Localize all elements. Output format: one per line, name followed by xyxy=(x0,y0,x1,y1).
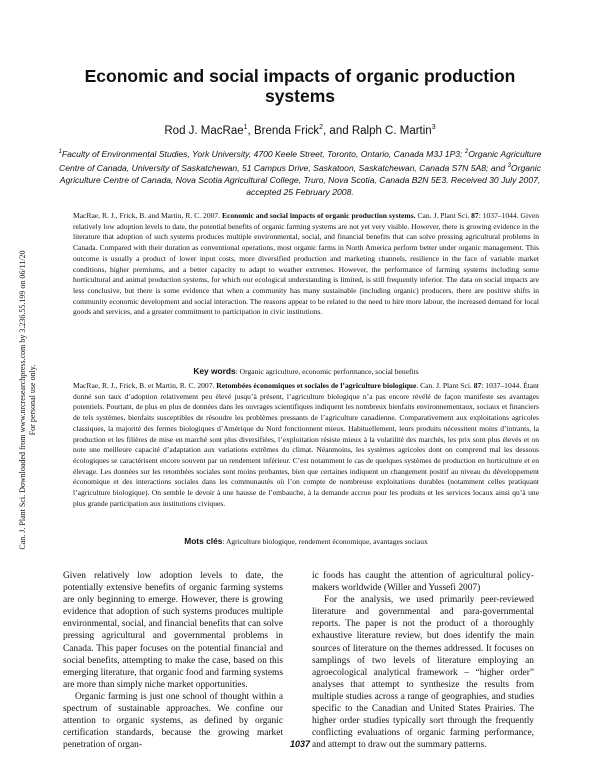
keywords-english xyxy=(73,366,539,376)
download-notice-text xyxy=(18,180,38,620)
paper-title-line1: Economic and social impacts of organic production xyxy=(84,66,516,86)
affiliation-text: Organic Agriculture Centre of Canada, Nova Scotia Agricultural College, Truro, Nova Scotia, Canada B2N 5E3. Received 30 July 2007, accepted 25 February 2008. xyxy=(59,162,541,198)
keywords-text: : Organic agriculture, economic performance, social benefits xyxy=(235,367,419,376)
paper-title xyxy=(60,66,540,106)
abstract-french xyxy=(73,381,539,509)
body-paragraph: For the analysis, we used primarily peer-reviewed literature and governmental and para-governmental reports. The paper is not the product of a thoroughly exhaustive literature review, but does identify the main sources of literature on the themes addressed. It focuses on samplings of two levels of literature employing an agroecological analytical framework – “higher order” analyses that attempt to synthesize the results from multiple studies across a range of geographies, and studies specific to the Canadian and United States Prairies. The higher order studies typically sort through the frequently conflicting evaluations of organic farming performance, and attempt to draw out the summary patterns. xyxy=(312,595,534,751)
abstract-citation: MacRae, R. J., Frick, B. et Martin, R. C. 2007. xyxy=(73,381,217,390)
affiliation-marker: 1 xyxy=(58,149,62,155)
paper-title-line2: systems xyxy=(264,86,336,106)
body-paragraph: ic foods has caught the attention of agricultural policy-makers worldwide (Willer and Yussefi 2007) xyxy=(312,571,534,594)
author-affiliation-marker: 1 xyxy=(243,124,248,131)
affiliation-marker: 3 xyxy=(507,163,511,170)
abstract-body: : 1037–1044. Étant donné son taux d’adoption relativement peu élevé jusqu’à présent, l’agriculture biologique n’a pas encore révélé de façon manifeste ses avantages potentiels. Pourtant, de plus en plus de données dans les ouvrages scientifiques indiquent les nombreux bienfaits environnementaux, sociaux et financiers de tels systèmes, bienfaits susceptibles de résoudre les problèmes pressants de l’agriculture canadienne. Comparativement aux exploitations agricoles classiques, la majorité des fermes biologiques d’Amérique du Nord fonctionnent mieux. Habituellement, leurs produits nécessitent moins d’intrants, la production et les filières de mise en marché sont plus diversifiées, l’exploitation résiste mieux à la volatilité des marchés, les prix sont plus élevés et on note une meilleure capacité d’adaptation aux variations extrêmes du climat. Néanmoins, les systèmes agricoles dont on comprend mal les dessous écologiques se caractérisent encore souvent par un rendement inférieur. C’est notamment le cas de quelques systèmes de production en horticulture et en élevage. Les données sur les retombées sociales sont moins probantes, bien que certaines indiquent un changement positif au niveau du développement économique et des interactions sociales dans les communautés où l’on compte de nombreuse exploitations durables (notamment celles pratiquant l’agriculture biologique). On semble le devoir à une hausse de l’embauche, à la demande accrue pour les produits et les services locaux ainsi qu’à une plus grande participation aux institutions civiques. xyxy=(73,381,539,508)
author-affiliation-marker: 3 xyxy=(431,124,436,131)
abstract-journal: . Can. J. Plant Sci. xyxy=(416,381,474,390)
author-name: Rod J. MacRae xyxy=(164,124,244,137)
download-notice xyxy=(10,180,46,620)
body-column-left xyxy=(63,570,283,751)
affiliations xyxy=(58,146,542,199)
body-paragraph: Organic farming is just one school of thought within a spectrum of sustainable approaches. We confine our attention to organic systems, as defined by organic certification standards, because the growing market penetration of organ- xyxy=(63,691,283,751)
body-paragraph: Given relatively low adoption levels to date, the potentially extensive benefits of organic farming systems are only beginning to emerge. However, there is growing evidence that adoption of such systems produces multiple environmental, social, and financial benefits that can solve pressing agricultural and governmental problems in Canada. This paper focuses on the potential financial and social benefits, attempting to make the case, based on this emerging literature, that organic food and farming systems are more than simply niche market opportunities. xyxy=(63,571,283,690)
author-name: Ralph C. Martin xyxy=(351,124,432,137)
abstract-citation: MacRae, R. J., Frick, B. and Martin, R. C. 2007. xyxy=(73,211,222,220)
affiliation-marker: 2 xyxy=(464,149,469,155)
author-name: Brenda Frick xyxy=(253,124,320,137)
abstract-title: Economic and social impacts of organic production systems. xyxy=(221,211,416,220)
abstract-volume: 87 xyxy=(473,381,482,390)
abstract-body: : 1037–1044. Given relatively low adoption levels to date, the potential benefits of organic farming systems are not yet very visible. However, there is growing evidence in the literature that adoption of such systems produces multiple environmental, social, and financial benefits that can solve pressing agricultural problems in Canada. Compared with their duration as conventional operations, most organic farms in North America perform better under organic management. This outcome is usually a product of lower input costs, more diversified production and marketing channels, resilience in the face of variable market conditions, higher premiums, and a better capacity to adapt to weather extremes. However, the performance of farming systems including some horticultural and animal production systems, for which our ecological understanding is limited, is still frequently inferior. The data on social impacts are less conclusive, but there is some evidence that when a community has many sustainable (including organic) producers, there are positive shifts in community economic development and social interaction. The reasons appear to be related to the need to hire more labour, the increased demand for local goods and services, and a greater commitment to participation in civic institutions. xyxy=(73,211,539,317)
abstract-volume: 87 xyxy=(471,211,479,220)
abstract-title: Retombées économiques et sociales de l’agriculture biologique xyxy=(216,381,417,390)
keywords-text: : Agriculture biologique, rendement économique, avantages sociaux xyxy=(222,537,428,546)
page-number: 1037 xyxy=(289,739,311,749)
affiliation-text: Organic Agriculture Centre of Canada, University of Saskatchewan, 51 Campus Drive, Saskatoon, Saskatchewan, Canada S7N 5A8; and xyxy=(59,148,542,173)
author-affiliation-marker: 2 xyxy=(319,124,324,131)
author-separator: , xyxy=(247,124,254,137)
download-notice-line2: For personal use only. xyxy=(28,364,37,436)
author-list xyxy=(60,121,540,138)
author-separator: , and xyxy=(323,124,352,137)
abstract-journal: Can. J. Plant Sci. xyxy=(415,211,472,220)
affiliation-text: Faculty of Environmental Studies, York University, 4700 Keele Street, Toronto, Ontario, Canada M3J 1P3; xyxy=(61,148,465,159)
keywords-label: Mots clés xyxy=(184,536,223,546)
keywords-french xyxy=(73,536,539,546)
abstract-english xyxy=(73,211,539,318)
body-column-right xyxy=(312,570,534,751)
keywords-label: Key words xyxy=(193,366,236,376)
download-notice-line1: Can. J. Plant Sci. Downloaded from www.nrcresearchpress.com by 3.236.55.199 on 06/11/20 xyxy=(18,250,27,550)
